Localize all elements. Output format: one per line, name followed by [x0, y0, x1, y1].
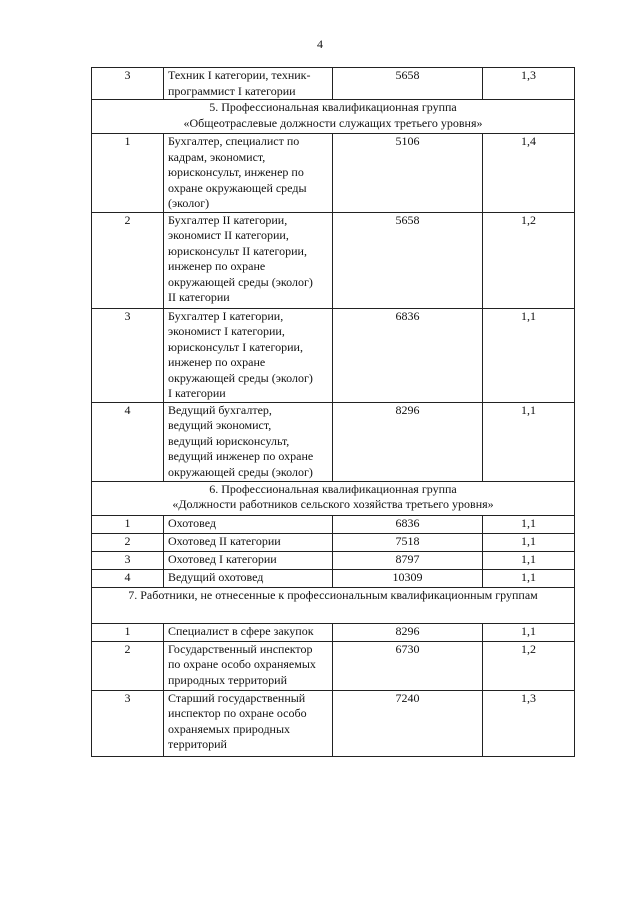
position-line: охране окружающей среды — [168, 180, 307, 195]
position-line: Техник I категории, техник- — [168, 68, 311, 82]
position-line: экономист II категории, — [168, 228, 289, 242]
position-cell — [164, 623, 333, 641]
row-number-cell: 3 — [92, 308, 164, 402]
position-line: юрисконсульт, инженер по — [168, 165, 304, 179]
coefficient-cell: 1,3 — [483, 68, 575, 100]
table-row — [92, 569, 575, 587]
group-header-line: 5. Профессиональная квалификационная группа — [209, 100, 457, 114]
row-number-cell: 4 — [92, 402, 164, 481]
position-line: Охотовед II категории — [168, 533, 281, 548]
position-line: территорий — [168, 737, 227, 751]
group-header-line: 6. Профессиональная квалификационная группа — [209, 481, 457, 496]
position-cell — [164, 551, 333, 569]
coefficient-cell: 1,2 — [483, 212, 575, 308]
salary-table — [91, 67, 575, 757]
position-line: Бухгалтер II категории, — [168, 212, 288, 227]
table-row — [92, 134, 575, 213]
position-line: ведущий инженер по охране — [168, 449, 314, 463]
salary-cell: 7518 — [333, 533, 483, 551]
position-cell — [164, 68, 333, 100]
position-line: Охотовед I категории — [168, 551, 277, 566]
position-line: ведущий юрисконсульт, — [168, 433, 290, 448]
group-header-row — [92, 587, 575, 623]
row-number-cell: 3 — [92, 690, 164, 756]
group-header-row — [92, 100, 575, 134]
table-row — [92, 402, 575, 481]
position-cell — [164, 641, 333, 690]
table-row — [92, 551, 575, 569]
row-number-cell: 2 — [92, 533, 164, 551]
position-line: Охотовед — [168, 515, 217, 530]
coefficient-cell: 1,1 — [483, 533, 575, 551]
salary-cell: 7240 — [333, 690, 483, 756]
row-number-cell: 3 — [92, 68, 164, 100]
coefficient-cell: 1,3 — [483, 690, 575, 756]
group-header-line: «Общеотраслевые должности служащих третьего уровня» — [183, 115, 483, 130]
table-row — [92, 515, 575, 533]
position-cell — [164, 212, 333, 308]
position-cell — [164, 515, 333, 533]
position-line: Специалист в сфере закупок — [168, 623, 314, 638]
position-line: инспектор по охране особо — [168, 706, 307, 720]
table-row — [92, 690, 575, 756]
coefficient-cell: 1,2 — [483, 641, 575, 690]
position-line: кадрам, экономист, — [168, 149, 266, 164]
position-cell — [164, 134, 333, 213]
position-line: II категории — [168, 290, 230, 304]
salary-cell: 6730 — [333, 641, 483, 690]
position-cell — [164, 569, 333, 587]
group-header-cell — [92, 100, 575, 134]
position-line: ведущий экономист, — [168, 418, 272, 432]
position-line: Государственный инспектор — [168, 641, 313, 656]
coefficient-cell: 1,4 — [483, 134, 575, 213]
salary-cell: 10309 — [333, 569, 483, 587]
position-line: окружающей среды (эколог) — [168, 370, 313, 385]
position-line: инженер по охране — [168, 259, 266, 273]
salary-cell: 5106 — [333, 134, 483, 213]
table-row — [92, 623, 575, 641]
table-row — [92, 68, 575, 100]
position-line: Старший государственный — [168, 690, 306, 705]
position-line: юрисконсульт I категории, — [168, 339, 303, 354]
coefficient-cell: 1,1 — [483, 551, 575, 569]
position-line: природных территорий — [168, 672, 288, 687]
coefficient-cell: 1,1 — [483, 402, 575, 481]
page-number: 4 — [317, 37, 323, 51]
salary-cell: 8296 — [333, 623, 483, 641]
salary-cell: 8296 — [333, 402, 483, 481]
position-line: Бухгалтер I категории, — [168, 308, 284, 323]
salary-cell: 6836 — [333, 515, 483, 533]
position-line: I категории — [168, 386, 226, 400]
salary-cell: 5658 — [333, 212, 483, 308]
position-cell — [164, 690, 333, 756]
group-header-line: «Должности работников сельского хозяйства третьего уровня» — [172, 497, 494, 511]
coefficient-cell: 1,1 — [483, 308, 575, 402]
position-line: юрисконсульт II категории, — [168, 243, 307, 258]
row-number-cell: 2 — [92, 212, 164, 308]
row-number-cell: 3 — [92, 551, 164, 569]
coefficient-cell: 1,1 — [483, 623, 575, 641]
position-cell — [164, 402, 333, 481]
position-line: экономист I категории, — [168, 324, 285, 338]
table-row — [92, 641, 575, 690]
row-number-cell: 4 — [92, 569, 164, 587]
position-cell — [164, 308, 333, 402]
position-line: окружающей среды (эколог) — [168, 274, 313, 289]
position-line: Ведущий бухгалтер, — [168, 402, 272, 417]
row-number-cell: 1 — [92, 623, 164, 641]
row-number-cell: 1 — [92, 134, 164, 213]
table-row — [92, 308, 575, 402]
position-line: по охране особо охраняемых — [168, 657, 316, 671]
position-line: окружающей среды (эколог) — [168, 464, 313, 479]
position-line: Бухгалтер, специалист по — [168, 134, 300, 148]
salary-cell: 6836 — [333, 308, 483, 402]
salary-cell: 8797 — [333, 551, 483, 569]
group-header-cell — [92, 587, 575, 623]
row-number-cell: 2 — [92, 641, 164, 690]
group-header-line: 7. Работники, не отнесенные к профессиональным квалификационным группам — [128, 587, 538, 602]
position-line: охраняемых природных — [168, 721, 291, 736]
position-line: (эколог) — [168, 196, 210, 210]
coefficient-cell: 1,1 — [483, 569, 575, 587]
position-line: программист I категории — [168, 83, 296, 98]
group-header-cell — [92, 481, 575, 515]
position-line: инженер по охране — [168, 355, 266, 369]
group-header-row — [92, 481, 575, 515]
position-cell — [164, 533, 333, 551]
position-line: Ведущий охотовед — [168, 569, 264, 584]
salary-cell: 5658 — [333, 68, 483, 100]
table-body — [92, 68, 575, 757]
coefficient-cell: 1,1 — [483, 515, 575, 533]
table-row — [92, 212, 575, 308]
table-row — [92, 533, 575, 551]
row-number-cell: 1 — [92, 515, 164, 533]
